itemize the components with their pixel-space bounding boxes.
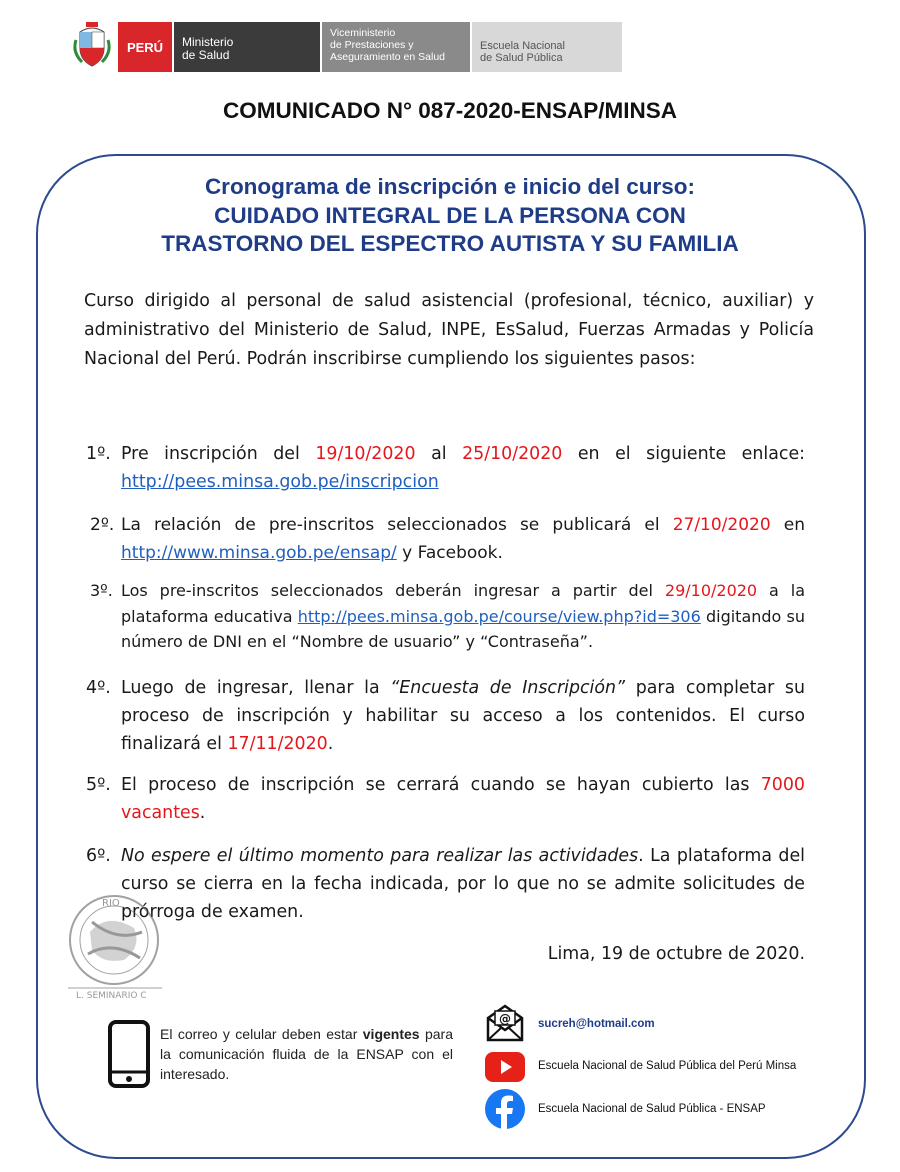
- step-number: 6º.: [86, 846, 111, 866]
- ministerio-line2: de Salud: [182, 48, 230, 62]
- title-line3: TRASTORNO DEL ESPECTRO AUTISTA Y SU FAMILIA: [161, 231, 739, 256]
- stamp-text-top: RIO: [102, 898, 120, 909]
- step-body: [121, 842, 805, 926]
- ensap-link[interactable]: http://www.minsa.gob.pe/ensap/: [121, 543, 397, 563]
- vice-line2: de Prestaciones y: [330, 39, 414, 51]
- phone-note-text: El correo y celular deben estar: [160, 1026, 363, 1042]
- date-publish: 27/10/2020: [672, 515, 771, 535]
- step-text: .: [199, 803, 206, 823]
- step-4: [86, 674, 805, 758]
- svg-text:@: @: [499, 1012, 511, 1026]
- step-1: [86, 440, 805, 496]
- escuela-line1: Escuela Nacional: [480, 40, 565, 52]
- step-number: 2º.: [90, 515, 115, 535]
- date-access: 29/10/2020: [664, 581, 758, 600]
- contact-email[interactable]: sucreh@hotmail.com: [538, 1018, 655, 1030]
- step-text: a la plataforma educativa: [121, 581, 805, 626]
- facebook-icon: [484, 1088, 526, 1130]
- step-text: y Facebook.: [396, 543, 503, 563]
- ministerio-badge: [172, 22, 320, 72]
- ministerio-line1: Ministerio: [182, 35, 234, 49]
- course-title: [60, 173, 840, 259]
- step-text: .: [327, 734, 334, 754]
- escuela-badge: [472, 22, 622, 72]
- course-link[interactable]: http://pees.minsa.gob.pe/course/view.php?id=306: [297, 606, 701, 626]
- vacancies: 7000 vacantes: [121, 775, 805, 823]
- step-number: 3º.: [90, 581, 113, 600]
- peru-badge: PERÚ: [118, 22, 172, 72]
- step-text: para completar su proceso de inscripción y habilitar su acceso a los contenidos. El curso finalizará el: [121, 678, 805, 754]
- title-line2: CUIDADO INTEGRAL DE LA PERSONA CON: [214, 202, 686, 228]
- youtube-icon: [484, 1046, 526, 1088]
- stamp-icon: [62, 892, 172, 1002]
- step-number: 1º.: [86, 444, 111, 464]
- escuela-line2: de Salud Pública: [480, 52, 563, 64]
- step-warning: No espere el último momento para realizar las actividades: [121, 846, 639, 866]
- inscripcion-link[interactable]: http://pees.minsa.gob.pe/inscripcion: [121, 472, 439, 492]
- date-end-course: 17/11/2020: [227, 734, 328, 754]
- comunicado-title: COMUNICADO N° 087-2020-ENSAP/MINSA: [222, 98, 678, 123]
- stamp-text-bottom: L. SEMINARIO C: [76, 991, 147, 1001]
- phone-note-bold: vigentes: [362, 1026, 420, 1042]
- step-body: [121, 771, 805, 827]
- step-text: El proceso de inscripción se cerrará cuando se hayan cubierto las: [121, 775, 761, 795]
- viceministerio-badge: [320, 22, 470, 72]
- step-text: al: [415, 444, 463, 464]
- vice-line1: Viceministerio: [330, 27, 396, 39]
- step-number: 5º.: [86, 775, 111, 795]
- step-text: Pre inscripción del: [121, 444, 316, 464]
- step-body: [121, 674, 805, 758]
- date-end: 25/10/2020: [462, 444, 563, 464]
- step-text: La relación de pre-inscritos seleccionados se publicará el: [121, 515, 673, 535]
- peru-seal-icon: [72, 22, 112, 68]
- step-5: [86, 771, 805, 827]
- contact-youtube[interactable]: Escuela Nacional de Salud Pública del Perú Minsa: [538, 1060, 797, 1072]
- title-line1: Cronograma de inscripción e inicio del curso:: [204, 174, 696, 199]
- step-body: [121, 578, 805, 655]
- phone-note-text: para la comunicación fluida de la ENSAP con el interesado.: [160, 1026, 453, 1082]
- step-body: [121, 440, 805, 496]
- phone-note: [160, 1024, 453, 1084]
- step-3: [90, 578, 805, 655]
- intro-paragraph: Curso dirigido al personal de salud asistencial (profesional, técnico, auxiliar) y administrativo del Ministerio de Salud, INPE, EsSalud, Fuerzas Armadas y Policía Nacional del Perú. Podrán inscribirse cumpliendo los siguientes pasos:: [84, 291, 814, 369]
- contact-facebook[interactable]: Escuela Nacional de Salud Pública - ENSAP: [538, 1103, 766, 1115]
- step-body: [121, 511, 805, 567]
- vice-line3: Aseguramiento en Salud: [330, 51, 445, 63]
- step-text: en el siguiente enlace:: [562, 444, 806, 464]
- step-2: [90, 511, 805, 567]
- survey-name: “Encuesta de Inscripción”: [390, 678, 626, 698]
- step-text: . La plataforma del curso se cierra en la fecha indicada, por lo que no se admite solicitudes de prórroga de examen.: [121, 846, 806, 922]
- step-6: [86, 842, 805, 926]
- step-text: Luego de ingresar, llenar la: [121, 678, 391, 698]
- document-date: Lima, 19 de octubre de 2020.: [547, 944, 805, 964]
- step-text: digitando su número de DNI en el “Nombre de usuario” y “Contraseña”.: [121, 606, 806, 651]
- header-logos: [72, 22, 622, 72]
- phone-icon: [108, 1020, 150, 1088]
- step-number: 4º.: [86, 678, 111, 698]
- email-icon: [484, 1002, 526, 1044]
- step-text: en: [770, 515, 805, 535]
- date-start: 19/10/2020: [315, 444, 416, 464]
- step-text: Los pre-inscritos seleccionados deberán ingresar a partir del: [121, 581, 665, 600]
